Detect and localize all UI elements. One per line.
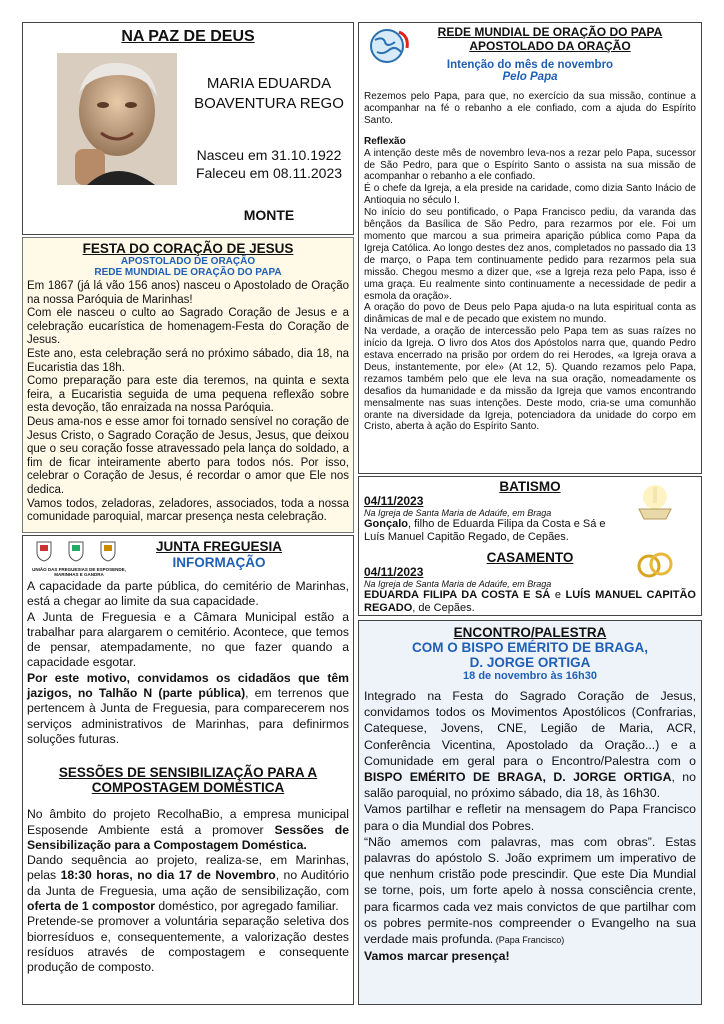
festa-p6: Vamos todos, zeladoras, zeladores, associados, toda a nossa comunidade paroquial, marcar presença nesta celebração.	[27, 497, 349, 524]
death-date: Faleceu em 08.11.2023	[195, 165, 343, 181]
birth-date: Nasceu em 31.10.1922	[196, 147, 342, 163]
sessoes-p3: Pretende-se promover a voluntária separação seletiva dos biorresíduos e, consequentemente, a valorização destes resíduos através de compostagem e consequente produção de composto.	[27, 914, 349, 975]
junta-p1: A capacidade da parte pública, do cemitério de Marinhas, está a chegar ao limite da sua capacidade.	[27, 579, 349, 609]
batismo-place: Na Igreja de Santa Maria de Adaúfe, em Braga	[364, 508, 552, 518]
deceased-name-line2: BOAVENTURA REGO	[194, 95, 344, 112]
festa-sub2: REDE MUNDIAL DE ORAÇÃO DO PAPA	[94, 267, 282, 278]
casamento-title: CASAMENTO	[486, 550, 574, 565]
batismo-title: BATISMO	[499, 479, 561, 494]
junta-title: JUNTA FREGUESIA	[155, 539, 282, 554]
rede-r5: Na verdade, a oração de intercessão pelo Papa tem as suas raízes no início da Igreja. O livro dos Atos dos Apóstolos narra que, quando Pedro estava encerrado na prisão por ordem do rei Herodes, «a Igreja orava a Deus, instantemente, por ele» (At 12, 5). Quando rezamos pelo Papa, rezamos também pelo que ele leva na sua oração, nomeadamente os desafios da humanidade e da missão da Igreja que vamos encontrando mensalmente nas suas intenções. Deste modo, cria-se uma comunhão orante na diversidade da Igreja, potenciadora da unidade do corpo em Cristo, aberta à ação do Espírito Santo.	[364, 326, 696, 433]
logo-caption: UNIÃO DAS FREGUESIAS DE ESPOSENDE, MARINHAS E GANDRA	[32, 567, 126, 577]
obituary-header: NA PAZ DE DEUS	[121, 28, 255, 45]
encontro-p3: “Não amemos com palavras, mas com obras”. Estas palavras do apóstolo S. João exprimem um imperativo de que nenhum cristão pode prescindir. Que este Dia Mundial se torne, pois, um forte apelo à nossa consciência crente, para ficarmos cada vez mais convictos de que partilhar com os pobres permite-nos compreender o Evangelho na sua verdade mais profunda. (Papa Francisco)	[364, 834, 696, 947]
rede-r4: A oração do povo de Deus pelo Papa ajuda-o na luta espiritual conta as dinâmicas de mal e de pecado que existem no mundo.	[364, 302, 696, 326]
batismo-text: Gonçalo, filho de Eduarda Filipa da Costa e Sá e Luís Manuel Capitão Regado, de Cepães.	[364, 518, 606, 543]
festa-box	[22, 237, 354, 533]
festa-p1: Em 1867 (já lá vão 156 anos) nasceu o Apostolado de Oração na nossa Paróquia de Marinhas!	[27, 280, 349, 306]
coat-of-arms-icon	[69, 542, 83, 561]
casamento-place: Na Igreja de Santa Maria de Adaúfe, em Braga	[364, 579, 552, 589]
encontro-p2: Vamos partilhar e refletir na mensagem do Papa Francisco para o dia Mundial dos Pobres.	[364, 802, 696, 833]
place-name: MONTE	[243, 207, 295, 223]
festa-title: FESTA DO CORAÇÃO DE JESUS	[82, 241, 294, 256]
baptism-font-icon	[633, 483, 677, 525]
junta-box	[22, 535, 354, 1005]
coat-of-arms-icon	[37, 542, 51, 561]
encontro-p1: Integrado na Festa do Sagrado Coração de Jesus, convidamos todos os Movimentos Apostólicos (Confrarias, Catequese, Jovens, CNE, Legião de Maria, ACR, Conferência Vicentina, Apostolado da Oração...) e a Comunidade em geral para o Encontro/Palestra com o BISPO EMÉRITO DE BRAGA, D. JORGE ORTIGA, no salão paroquial, no próximo sábado, dia 18, às 16h30.	[364, 689, 696, 801]
coat-of-arms-icon	[101, 542, 115, 561]
rede-r3: No início do seu pontificado, o Papa Francisco pediu, da varanda das bênçãos da Basílica de São Pedro, para rezarmos por ele. Foi um momento que marcou a sua primeira aparição pública como Papa da Igreja Católica. Ao longo destes dez anos, completados no passado dia 13 de março, o Papa tem continuamente pedido para rezarmos pela sua missão. Chegou mesmo a dizer que, «se a Igreja reza pelo Papa, isso é uma graça. Eu realmente sinto continuamente a necessidade de pedir a esmola da oração».	[364, 207, 696, 302]
wedding-rings-icon	[633, 549, 677, 579]
rede-p1: Rezemos pelo Papa, para que, no exercício da sua missão, continue a acompanhar na fé o rebanho a ele confiado, com a ajuda do Espírito Santo.	[364, 91, 696, 126]
sessoes-title-2: COMPOSTAGEM DOMÉSTICA	[91, 780, 285, 796]
rede-title-2: APOSTOLADO DA ORAÇÃO	[469, 39, 631, 53]
rede-title-1: REDE MUNDIAL DE ORAÇÃO DO PAPA	[437, 25, 663, 39]
deceased-name-line1: MARIA EDUARDA	[206, 75, 332, 92]
festa-p2: Com ele nasceu o culto ao Sagrado Coração de Jesus e a celebração eucarística de homenagem-Festa do Coração de Jesus.	[27, 307, 349, 347]
rede-pelo-papa: Pelo Papa	[502, 71, 558, 83]
encontro-sub2: D. JORGE ORTIGA	[469, 655, 591, 670]
sessoes-p2: Dando sequência ao projeto, realiza-se, em Marinhas, pelas 18:30 horas, no dia 17 de Novembro, no Auditório da Junta de Freguesia, uma ação de sensibilização, com oferta de 1 compostor doméstico, por agregado familiar.	[27, 853, 349, 914]
globe-logo-icon	[365, 26, 413, 66]
rede-box	[358, 22, 702, 474]
rede-reflexao-label: Reflexão	[364, 135, 406, 147]
junta-subtitle: INFORMAÇÃO	[172, 555, 266, 570]
festa-p5: Deus ama-nos e esse amor foi tornado sensível no coração de Jesus Cristo, o Sagrado Coração de Jesus, Jesus, que deixou que o seu coração fosse atravessado pela lança do soldado, a fim de ficar inteiramente aberto para todos nós. Por isso, celebrar o Coração de Jesus, é recordar o amor que Ele nos dedica.	[27, 415, 349, 496]
rede-r1: A intenção deste mês de novembro leva-nos a rezar pelo Papa, sucessor de São Pedro, para que o Espírito Santo o assista na sua missão de acompanhar o rebanho a ele confiado.	[364, 147, 696, 183]
encontro-when: 18 de novembro às 16h30	[463, 670, 597, 682]
sessoes-title-1: SESSÕES DE SENSIBILIZAÇÃO PARA A	[58, 765, 318, 781]
sacraments-box	[358, 476, 702, 616]
encontro-p4: Vamos marcar presença!	[364, 949, 510, 964]
rede-intencao: Intenção do mês de novembro	[446, 59, 614, 71]
encontro-title: ENCONTRO/PALESTRA	[453, 625, 607, 640]
junta-p3: Por este motivo, convidamos os cidadãos que têm jazigos, no Talhão N (parte pública), em terrenos que pertencem à Junta de Freguesia, para comparecerem nos serviços administrativos de Marinhas, para definirmos soluções futuras.	[27, 670, 349, 746]
casamento-date: 04/11/2023	[364, 565, 424, 579]
rede-r2: É o chefe da Igreja, a ela preside na caridade, como dizia Santo Inácio de Antioquia no século I.	[364, 183, 696, 207]
obituary-box	[22, 22, 354, 235]
portrait-photo	[57, 53, 177, 185]
batismo-date: 04/11/2023	[364, 494, 424, 508]
festa-p4: Como preparação para este dia teremos, na quinta e sexta feira, a Eucaristia seguida de uma pequena reflexão sobre esta devoção, tão enraizada na nossa Paróquia.	[27, 375, 349, 415]
sessoes-p1: No âmbito do projeto RecolhaBio, a empresa municipal Esposende Ambiente está a promover Sessões de Sensibilização para a Compostagem Doméstica.	[27, 807, 349, 852]
parish-logos	[29, 540, 129, 577]
festa-sub1: APOSTOLADO DE ORAÇÃO	[120, 256, 256, 267]
festa-p3: Este ano, esta celebração será no próximo sábado, dia 18, na Eucaristia das 18h.	[27, 347, 349, 374]
junta-p2: A Junta de Freguesia e a Câmara Municipal estão a trabalhar para alargarem o cemitério. Acontece, que temos de pensar, atempadamente, no que fazer quando a capacidade esgotar.	[27, 609, 349, 670]
encontro-box	[358, 620, 702, 1005]
casamento-text: EDUARDA FILIPA DA COSTA E SÁ e LUÍS MANUEL CAPITÃO REGADO, de Cepães.	[364, 589, 696, 614]
encontro-sub1: COM O BISPO EMÉRITO DE BRAGA,	[411, 640, 649, 655]
